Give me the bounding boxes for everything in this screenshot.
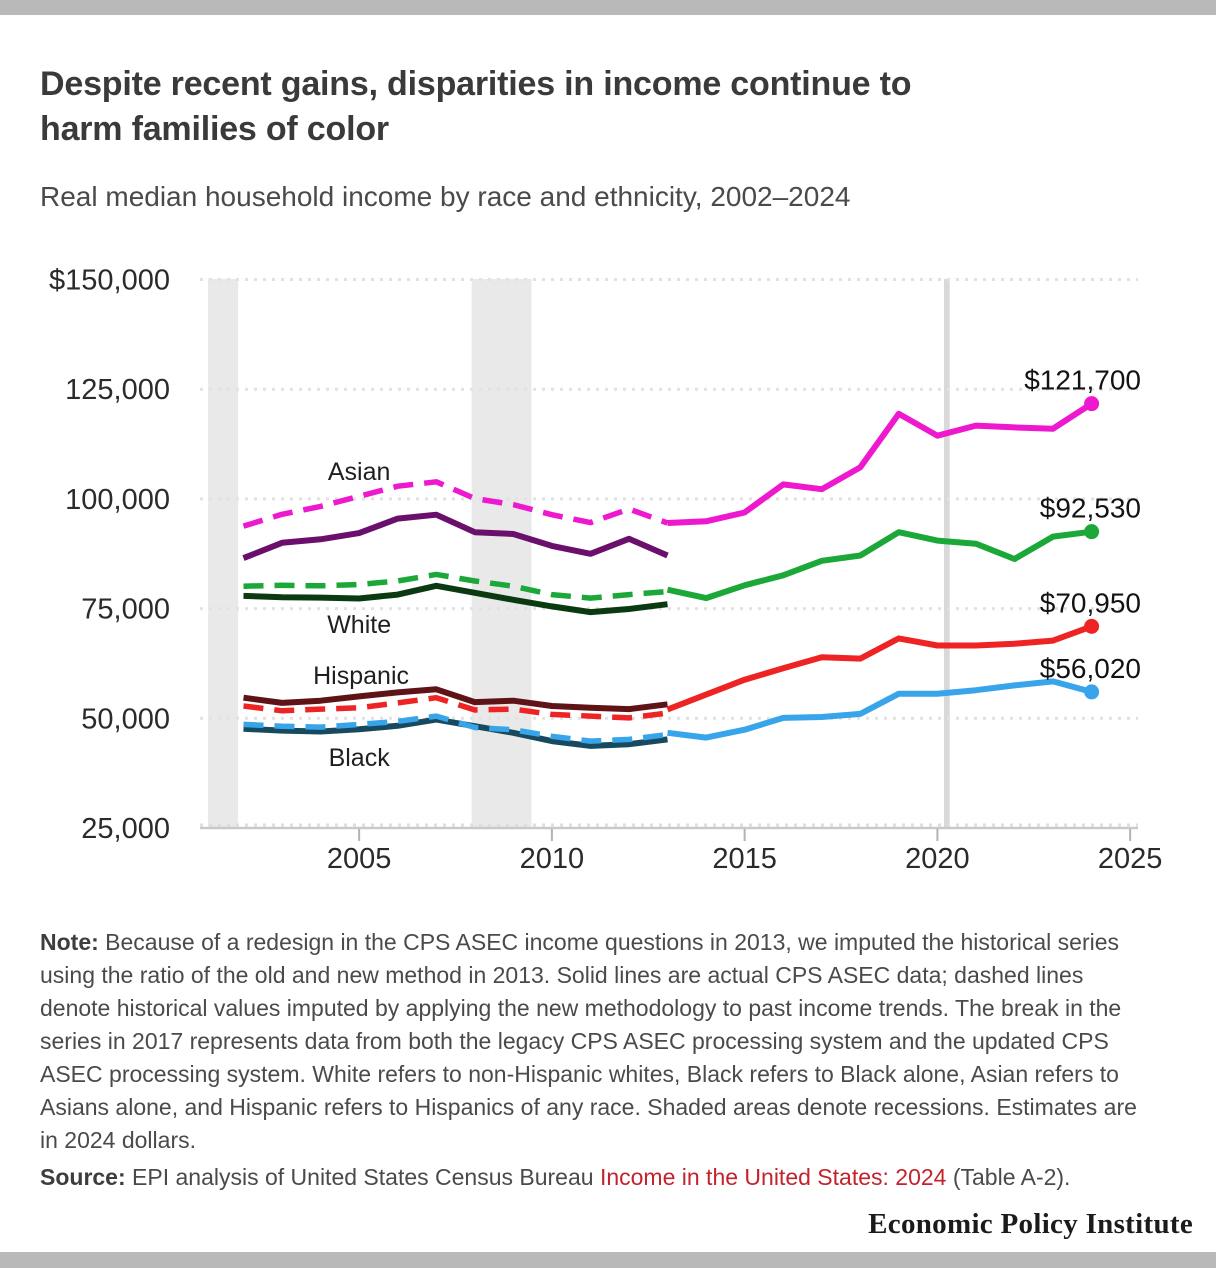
asian-imputed-line <box>244 482 668 526</box>
series-label-asian: Asian <box>327 457 391 486</box>
epi-logo: Economic Policy Institute <box>868 1208 1193 1240</box>
end-value-label: $121,700 <box>1024 364 1141 396</box>
source-body-before: EPI analysis of United States Census Bureau <box>125 1164 600 1190</box>
white-legacy-line <box>244 586 668 612</box>
x-tick-label: 2020 <box>905 843 970 875</box>
y-tick-label: 25,000 <box>81 813 170 845</box>
recession-band <box>472 279 532 828</box>
white-current-line <box>668 532 1092 598</box>
source-label: Source: <box>40 1164 126 1190</box>
source-text <box>40 1161 1180 1194</box>
recession-band <box>944 279 950 828</box>
x-tick-label: 2025 <box>1097 843 1163 875</box>
y-tick-label: $150,000 <box>49 264 170 297</box>
end-value-label: $70,950 <box>1039 587 1141 619</box>
note-label: Note: <box>40 929 99 955</box>
asian-current-line <box>668 404 1092 523</box>
page-title-line2: harm families of color <box>40 110 389 148</box>
black-legacy-line <box>244 720 668 746</box>
x-tick-label: 2010 <box>519 843 585 875</box>
end-value-label: $92,530 <box>1039 492 1141 524</box>
y-tick-label: 75,000 <box>81 593 170 626</box>
y-tick-label: 125,000 <box>65 374 170 407</box>
asian-current-end-dot <box>1084 396 1099 411</box>
black-current-line <box>668 681 1092 737</box>
page-title-line1: Despite recent gains, disparities in income continue to <box>40 65 912 103</box>
x-tick-label: 2005 <box>326 843 392 875</box>
y-tick-label: 50,000 <box>81 703 170 736</box>
bottom-border-bar <box>0 1252 1216 1268</box>
asian-legacy-line <box>244 515 668 558</box>
x-tick-label: 2015 <box>712 843 777 875</box>
series-label-white: White <box>327 610 392 639</box>
page-subtitle: Real median household income by race and ethnicity, 2002–2024 <box>40 181 851 212</box>
hispanic-current-end-dot <box>1084 619 1099 634</box>
source-body-after: (Table A-2). <box>946 1164 1071 1190</box>
end-value-label: $56,020 <box>1039 652 1141 684</box>
recession-band <box>208 279 238 828</box>
hispanic-legacy-line <box>244 689 668 709</box>
series-label-hispanic: Hispanic <box>313 661 410 690</box>
source-link[interactable]: Income in the United States: 2024 <box>599 1164 947 1190</box>
white-current-end-dot <box>1084 524 1099 539</box>
hispanic-current-line <box>668 626 1092 709</box>
black-current-end-dot <box>1084 684 1099 699</box>
note-text <box>40 926 1145 1157</box>
series-label-black: Black <box>328 743 390 772</box>
y-tick-label: 100,000 <box>65 483 170 516</box>
note-body: Because of a redesign in the CPS ASEC income questions in 2013, we imputed the historical series using the ratio of the old and new method in 2013. Solid lines are actual CPS ASEC data; dashed lines denote historical values imputed by applying the new methodology to past income trends. The break in the series in 2017 represents data from both the legacy CPS ASEC processing system and the updated CPS ASEC processing system. White refers to non-Hispanic whites, Black refers to Black alone, Asian refers to Asians alone, and Hispanic refers to Hispanics of any race. Shaded areas denote recessions. Estimates are in 2024 dollars. <box>40 929 1137 1153</box>
